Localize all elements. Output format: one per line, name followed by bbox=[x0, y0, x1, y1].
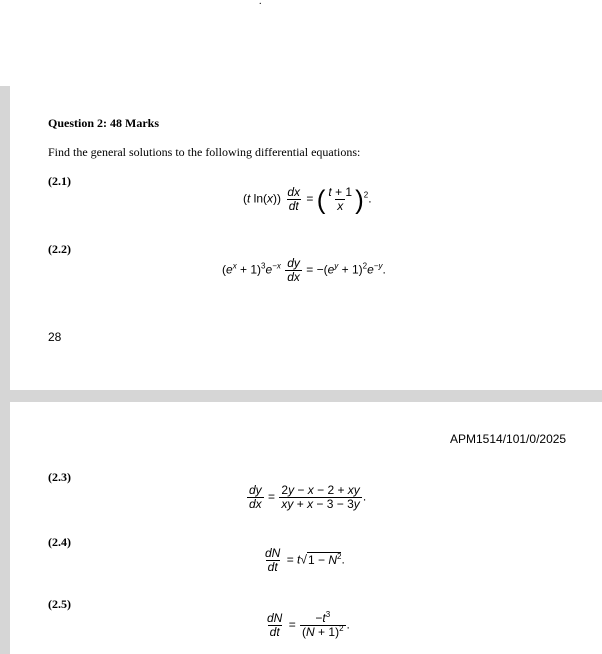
item-label-2-4: (2.4) bbox=[48, 535, 71, 549]
page-separator bbox=[0, 390, 602, 402]
page-left-gutter-2 bbox=[0, 402, 10, 654]
page-number: 28 bbox=[48, 330, 62, 344]
equation-2-1: (t ln(x)) $\frac{dx}{dt}$ = ( $\frac{t + 1}{x}$ )$^2$. bbox=[243, 184, 372, 215]
question-heading: Question 2: 48 Marks bbox=[48, 116, 159, 130]
top-mark: . bbox=[259, 0, 262, 7]
item-label-2-3: (2.3) bbox=[48, 470, 71, 484]
equation-2-3: $\frac{dy}{dx}$ = $\frac{2y - x - 2 + xy}{xy + x - 3 - 3y}$ . bbox=[249, 483, 367, 511]
equation-2-4: $\frac{dN}{dt}$ = $t√1 - N^2$. bbox=[265, 546, 345, 574]
instruction-text: Find the general solutions to the following differential equations: bbox=[48, 145, 361, 159]
item-label-2-5: (2.5) bbox=[48, 597, 71, 611]
equation-2-5: $\frac{dN}{dt}$ = $\frac{-t^3}{(N + 1)^2}$ . bbox=[267, 610, 350, 639]
equation-2-2: $(e^x + 1)^3e^{-x}$ $\frac{dy}{dx}$ = $-(e^y + 1)^2e^{-y}$. bbox=[222, 256, 386, 284]
item-label-2-1: (2.1) bbox=[48, 174, 71, 188]
page-left-gutter bbox=[0, 86, 10, 390]
item-label-2-2: (2.2) bbox=[48, 242, 71, 256]
document-code: APM1514/101/0/2025 bbox=[450, 432, 567, 446]
